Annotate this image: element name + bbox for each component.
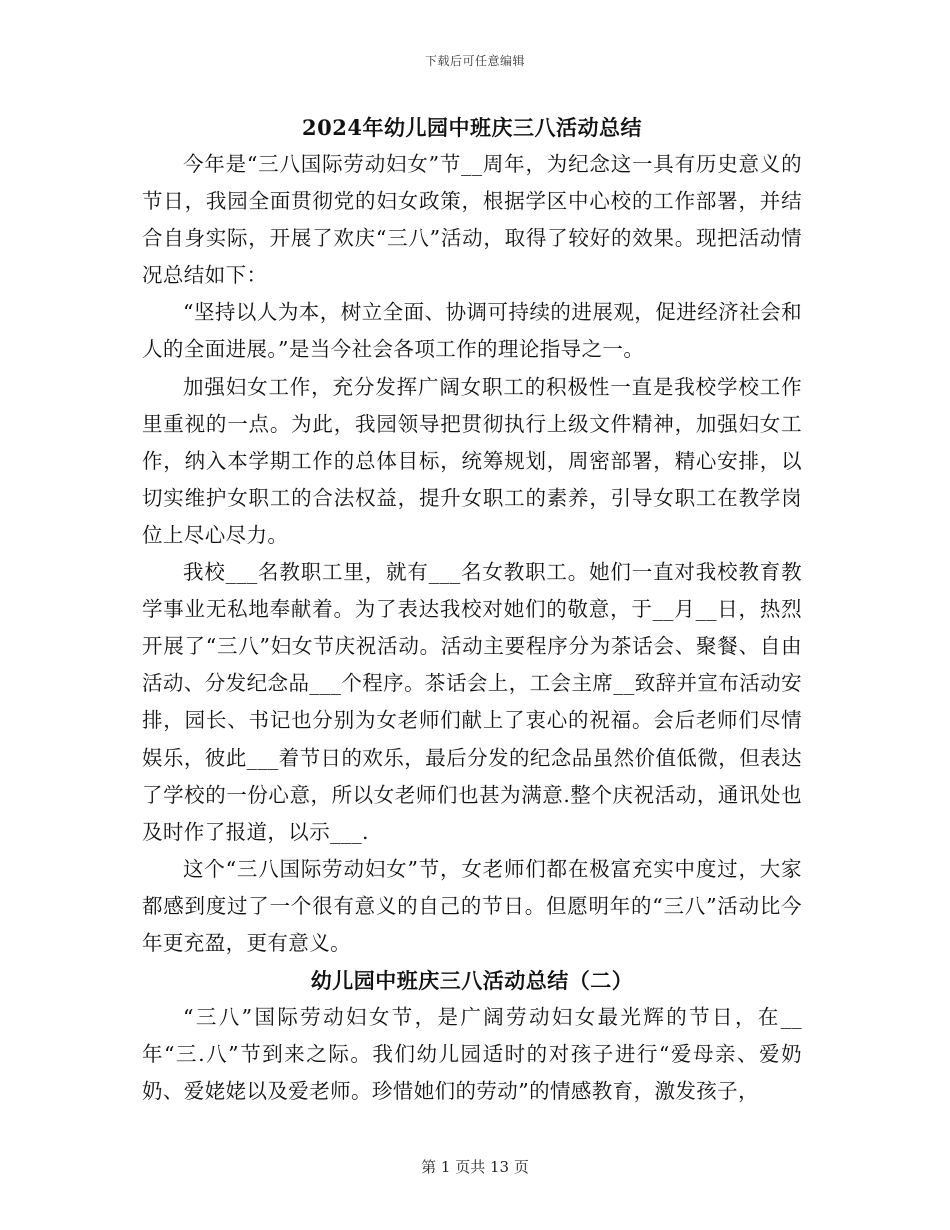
page-header-note: 下载后可任意编辑 — [424, 54, 525, 68]
paragraph-activity: 我校___名教职工里，就有___名女教职工。她们一直对我校教育教学事业无私地奉献着。为了表达我校对她们的敬意，于__月__日，热烈开展了“三八”妇女节庆祝活动。活动主要程序分为茶话会、聚餐、自由活动、分发纪念品___个程序。茶话会上，工会主席__致辞并宣布活动安排，园长、书记也分别为女老师们献上了衷心的祝福。会后老师们尽情娱乐，彼此___着节日的欢乐，最后分发的纪念品虽然价值低微，但表达了学校的一份心意，所以女老师们也甚为满意.整个庆祝活动，通讯处也及时作了报道，以示___. — [142, 560, 802, 844]
section-two-paragraph: “三八”国际劳动妇女节，是广阔劳动妇女最光辉的节日，在__年“三.八”节到来之际。我们幼儿园适时的对孩子进行“爱母亲、爱奶奶、爱姥姥以及爱老师。珍惜她们的劳动”的情感教育，激发孩子， — [142, 1005, 802, 1104]
paragraph-quote: “坚持以人为本，树立全面、协调可持续的进展观，促进经济社会和人的全面进展。”是当今社会各项工作的理论指导之一。 — [142, 300, 802, 362]
paragraph-intro: 今年是“三八国际劳动妇女”节__周年，为纪念这一具有历史意义的节日，我园全面贯彻党的妇女政策，根据学区中心校的工作部署，并结合自身实际，开展了欢庆“三八”活动，取得了较好的效果。现把活动情况总结如下： — [142, 152, 802, 288]
paragraph-women-work: 加强妇女工作，充分发挥广阔女职工的积极性一直是我校学校工作里重视的一点。为此，我园领导把贯彻执行上级文件精神，加强妇女工作，纳入本学期工作的总体目标，统筹规划，周密部署，精心安排，以切实维护女职工的合法权益，提升女职工的素养，引导女职工在教学岗位上尽心尽力。 — [142, 374, 802, 547]
section-two-title: 幼儿园中班庆三八活动总结（二） — [310, 968, 634, 994]
document-body — [142, 110, 802, 1110]
document-title: 2024年幼儿园中班庆三八活动总结 — [302, 115, 642, 140]
paragraph-conclusion: 这个“三八国际劳动妇女”节，女老师们都在极富充实中度过，大家都感到度过了一个很有意义的自己的节日。但愿明年的“三八”活动比今年更充盈，更有意义。 — [142, 856, 802, 955]
page-number: 第 1 页共 13 页 — [421, 1158, 529, 1176]
